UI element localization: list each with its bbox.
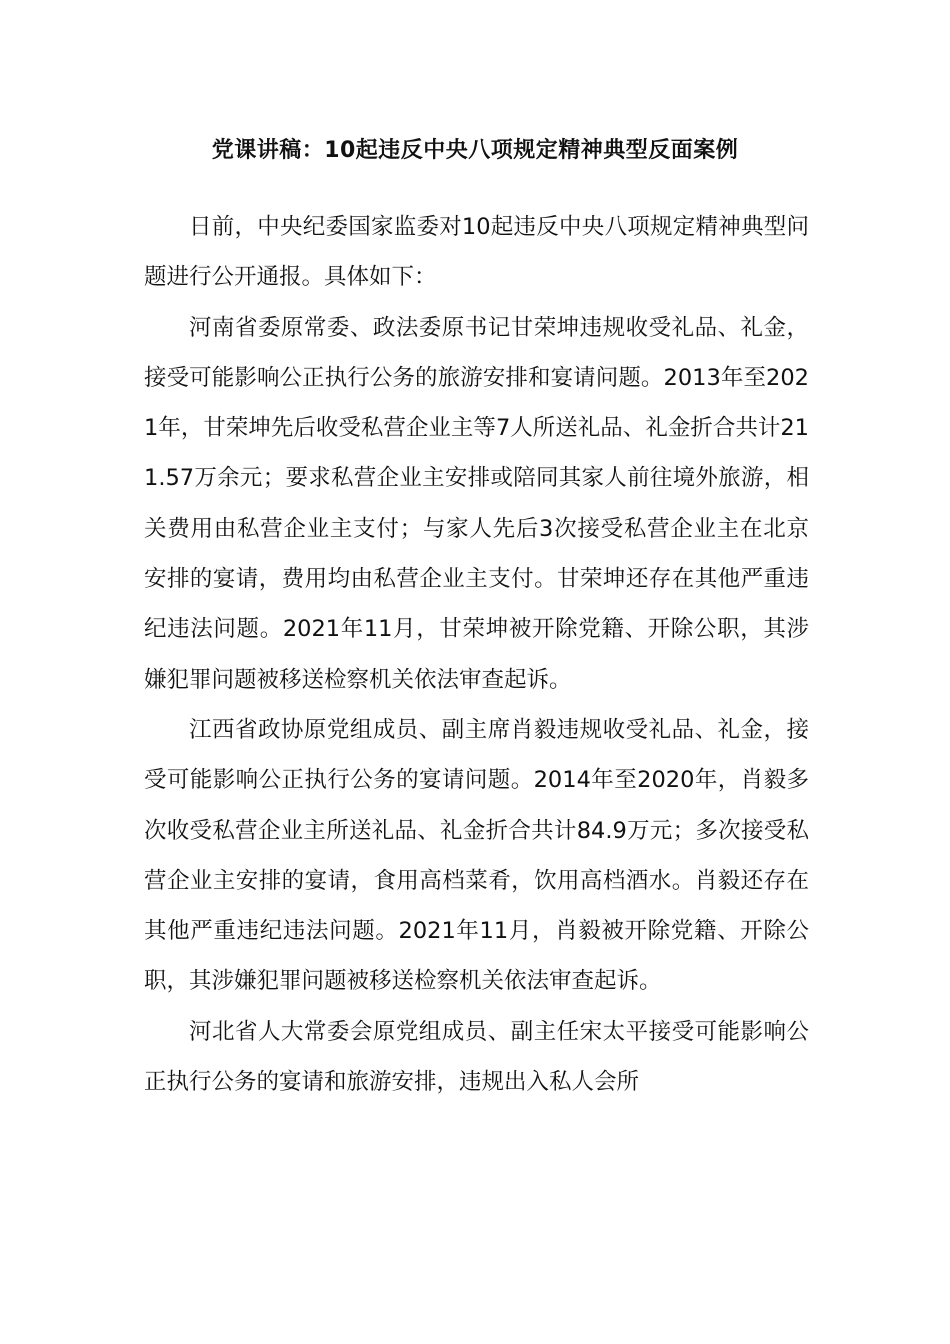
document-body — [144, 202, 809, 1107]
paragraph-case-gan-rongkun: 河南省委原常委、政法委原书记甘荣坤违规收受礼品、礼金，接受可能影响公正执行公务的旅游安排和宴请问题。2013年至2021年，甘荣坤先后收受私营企业主等7人所送礼品、礼金折合共计211.57万余元；要求私营企业主安排或陪同其家人前往境外旅游，相关费用由私营企业主支付；与家人先后3次接受私营企业主在北京安排的宴请，费用均由私营企业主支付。甘荣坤还存在其他严重违纪违法问题。2021年11月，甘荣坤被开除党籍、开除公职，其涉嫌犯罪问题被移送检察机关依法审查起诉。 — [144, 314, 809, 693]
paragraph-case-song-taiping: 河北省人大常委会原党组成员、副主任宋太平接受可能影响公正执行公务的宴请和旅游安排，违规出入私人会所 — [144, 1018, 809, 1096]
document-title: 党课讲稿：10起违反中央八项规定精神典型反面案例 — [211, 138, 739, 163]
paragraph-case-xiao-yi: 江西省政协原党组成员、副主席肖毅违规收受礼品、礼金，接受可能影响公正执行公务的宴请问题。2014年至2020年，肖毅多次收受私营企业主所送礼品、礼金折合共计84.9万元；多次接受私营企业主安排的宴请，食用高档菜肴，饮用高档酒水。肖毅还存在其他严重违纪违法问题。2021年11月，肖毅被开除党籍、开除公职，其涉嫌犯罪问题被移送检察机关依法审查起诉。 — [144, 716, 809, 995]
paragraph-intro: 日前，中央纪委国家监委对10起违反中央八项规定精神典型问题进行公开通报。具体如下： — [144, 214, 809, 291]
